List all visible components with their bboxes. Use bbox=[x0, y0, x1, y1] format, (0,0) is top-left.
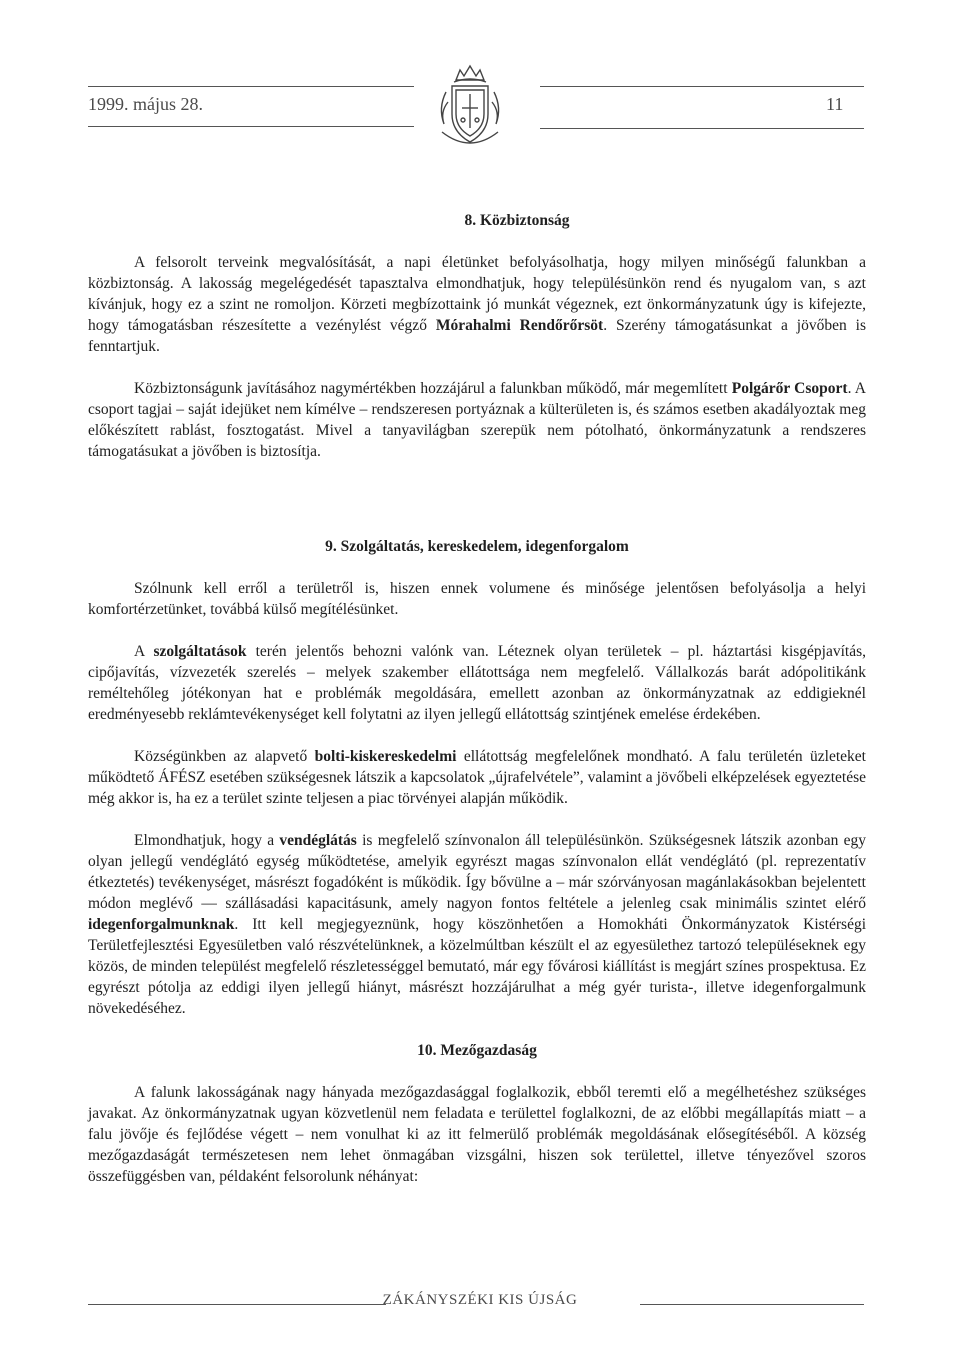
header-rule-right bbox=[540, 86, 864, 87]
header-rule-left-bottom bbox=[88, 126, 414, 127]
section-9-paragraph-3: Községünkben az alapvető bolti-kiskereskedelmi ellátottság megfelelőnek mondható. A falu területén üzleteket működtető ÁFÉSZ esetében szükségesnek látszik a kapcsolatok „újrafelvétele”, valamint a jövőbeli elképzelések egyeztetése még akkor is, ha ez a terület szinte teljesen a piac törvényei alapján működik. bbox=[88, 748, 866, 807]
section-9-paragraph-2: A szolgáltatások terén jelentős behozni valónk van. Léteznek olyan területek – pl. háztartási kisgépjavítás, cipőjavítás, vízvezeték szerelés – melyek szakember ellátottsága nem megfelelő. Vállalkozás barát adópolitikánk reméltehőleg jótékonyan hat e problémák megoldására, emellett azonban az önkormányzatnak az eddigieknél eredményesebb reklámtevékenységet kell folytatni az ilyen jellegű ellátottság szintjének emelése érdekében. bbox=[88, 643, 866, 723]
section-8-paragraph-2: Közbiztonságunk javításához nagymértékben hozzájárul a falunkban működő, már megemlített Polgárőr Csoport. A csoport tagjai – saját idejüket nem kímélve – rendszeresen portyáznak a külterületen is, és számos esetben akadályoztak meg előkészített rablást, fosztogatást. Mivel a tanyavilágban szerepük nem pótolható, önkormányzatunk a rendszeres támogatásukat a jövőben is biztosítja. bbox=[88, 380, 866, 460]
section-8-paragraph-1: A felsorolt terveink megvalósítását, a napi életünket befolyásolhatja, hogy milyen minőségű falunkban a közbiztonság. A lakosság megelégedését tapasztalva elmondhatjuk, hogy településünkön rend és nyugalom van, s azt kívánjuk, hogy ez a szint ne romoljon. Körzeti megbízottaink jó munkát végeznek, ezt önkormányzatunk úgy is kifejezte, hogy támogatásban részesítette a vezénylést végző Mórahalmi Rendőrőrsöt. Szerény támogatásunkat a jövőben is fenntartjuk. bbox=[88, 254, 866, 355]
article-body bbox=[88, 210, 866, 1187]
section-9-paragraph-4: Elmondhatjuk, hogy a vendéglátás is megfelelő színvonalon áll településünkön. Szükségesnek látszik azonban egy olyan jellegű vendéglátó egység működtetése, amelyik egyrészt magas színvonalon ellát vendéglátó (pl. reprezentatív étkeztetés) tevékenységet, másrészt fogadóként is működik. Így bővülne a – már szórványosan magánlakásokban bejelentett módon meglévő — szállásadási kapacitásunk, amely nagyon fontos feltétele a jelenleg csak minimális szintet elérő idegenforgalmunknak. Itt kell megjegyeznünk, hogy köszönhetően a Homokháti Önkormányzatok Kistérségi Területfejlesztési Egyesületben való részvételünknek, a közelmúltban készült el az egyesülethez tartozó településeknek egy közös, de minden települést megfelelő részletességgel bemutató, már egy fővárosi kiállítást is megjárt színes prospektusa. Ez egyrészt pótolja az eddigi ilyen jellegű hiányt, másrészt hozzájárulhat a még gyér turista-, illetve idegenforgalmunk növekedéséhez. bbox=[88, 832, 866, 1017]
issue-date: 1999. május 28. bbox=[88, 94, 203, 114]
footer-rule-right bbox=[640, 1304, 864, 1305]
page-number: 11 bbox=[826, 94, 844, 114]
section-9-title: 9. Szolgáltatás, kereskedelem, idegenforgalom bbox=[325, 538, 629, 555]
section-9-paragraph-1: Szólnunk kell erről a területről is, hiszen ennek volumene és minősége jelentősen befolyásolja a helyi komfortérzetünket, továbbá külső megítélésünket. bbox=[88, 580, 866, 618]
section-10-paragraph-1: A falunk lakosságának nagy hányada mezőgazdasággal foglalkozik, ebből teremti elő a megélhetéshez szükséges javakat. Az önkormányzatnak ugyan közvetlenül nem feladata e területtel foglalkozni, de az előbbi megállapítás miatt – a falu jövője és fejlődése végett – nem vonulhat ki az itt felmerülő problémák megoldásának elősegítéséből. A község mezőgazdaságát természetesen nem lehet önmagában vizsgálni, hiszen sok területtel, illetve tényezővel szoros összefüggésben van, példaként felsorolunk néhányat: bbox=[88, 1084, 866, 1185]
header-rule-right-bottom bbox=[540, 128, 864, 129]
publication-name: ZÁKÁNYSZÉKI KIS ÚJSÁG bbox=[382, 1292, 578, 1308]
section-10-title: 10. Mezőgazdaság bbox=[417, 1042, 537, 1059]
section-8-title: 8. Közbiztonság bbox=[464, 212, 570, 229]
coat-of-arms-emblem bbox=[434, 62, 506, 148]
header-rule-left bbox=[88, 86, 414, 87]
